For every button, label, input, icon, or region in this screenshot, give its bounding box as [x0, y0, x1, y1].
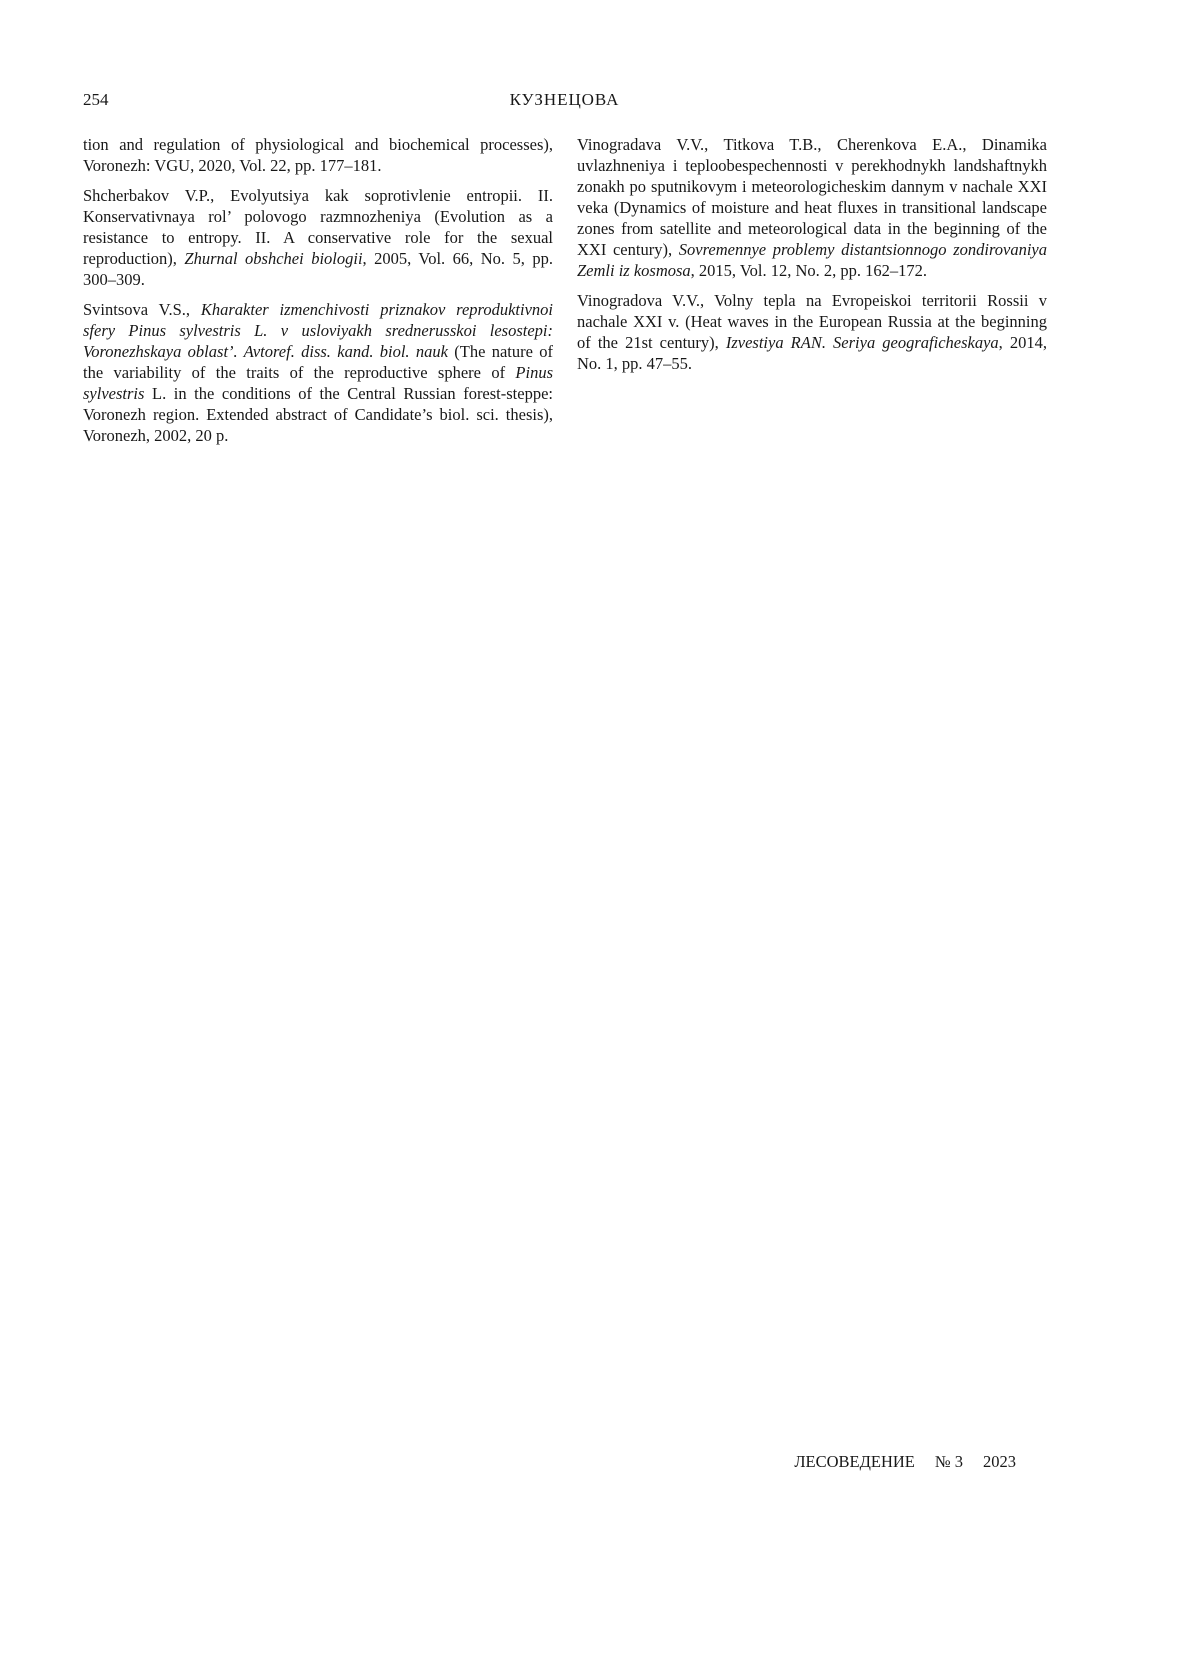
page-number: 254 — [83, 90, 109, 109]
journal-footer — [794, 1452, 1016, 1472]
reference-entry — [577, 134, 1047, 281]
reference-text-segment: , 2015, Vol. 12, No. 2, pp. 162–172. — [690, 261, 928, 280]
footer-journal-name: ЛЕСОВЕДЕНИЕ — [794, 1452, 915, 1471]
reference-text-segment: , 2014, No. 1, pp. 47–55. — [577, 333, 1048, 373]
reference-italic-segment: Sovremennye problemy distantsionnogo zondirovaniya Zemli iz kosmosa — [577, 240, 1048, 280]
reference-text-segment: L. in the conditions of the Central Russian forest-steppe: Voronezh region. Extended abstract of Candidate’s biol. sci. thesis), Voronezh, 2002, 20 p. — [83, 384, 553, 445]
references-column-left — [83, 134, 553, 455]
reference-text-segment: tion and regulation of physiological and biochemical processes), Voronezh: VGU, 2020, Vol. 22, pp. 177–181. — [83, 135, 553, 175]
reference-italic-segment: Zhurnal obshchei biologii — [184, 249, 363, 268]
reference-text-segment: Svintsova V.S., — [83, 300, 201, 319]
running-head: КУЗНЕЦОВА — [509, 90, 620, 109]
reference-italic-segment: Kharakter izmenchivosti priznakov reproduktivnoi sfery Pinus sylvestris L. v usloviyakh srednerusskoi lesostepi: Voronezhskaya oblast’. Avtoref. diss. kand. biol. nauk — [83, 300, 553, 361]
reference-text-segment: , 2005, Vol. 66, No. 5, pp. 300–309. — [83, 249, 553, 289]
reference-text-segment: Vinogradova V.V., Volny tepla na Evropeiskoi territorii Rossii v nachale XXI v. (Heat waves in the European Russia at the beginning of the 21st century), — [577, 291, 1047, 352]
footer-year: 2023 — [983, 1452, 1016, 1471]
reference-entry — [83, 134, 553, 176]
reference-entry — [83, 185, 553, 290]
reference-entry — [577, 290, 1047, 374]
reference-italic-segment: Pinus sylvestris — [83, 363, 553, 403]
reference-entry — [83, 299, 553, 446]
page-header — [83, 90, 1046, 114]
footer-issue-number: № 3 — [934, 1452, 963, 1471]
reference-text-segment: Shcherbakov V.P., Evolyutsiya kak soprotivlenie entropii. II. Konservativnaya rol’ polovogo razmnozheniya (Evolution as a resistance to entropy. II. A conservative role for the sexual reproduction), — [83, 186, 553, 268]
reference-text-segment: Vinogradava V.V., Titkova T.B., Cherenkova E.A., Dinamika uvlazhneniya i teploobespechennosti v perekhodnykh landshaftnykh zonakh po sputnikovym i meteorologicheskim dannym v nachale XXI veka (Dynamics of moisture and heat fluxes in transitional landscape zones from satellite and meteorological data in the beginning of the XXI century), — [577, 135, 1047, 259]
references-section — [83, 134, 1047, 455]
references-column-right — [577, 134, 1047, 455]
reference-text-segment: (The nature of the variability of the traits of the reproductive sphere of — [83, 342, 553, 382]
reference-italic-segment: Izvestiya RAN. Seriya geograficheskaya — [725, 333, 999, 352]
